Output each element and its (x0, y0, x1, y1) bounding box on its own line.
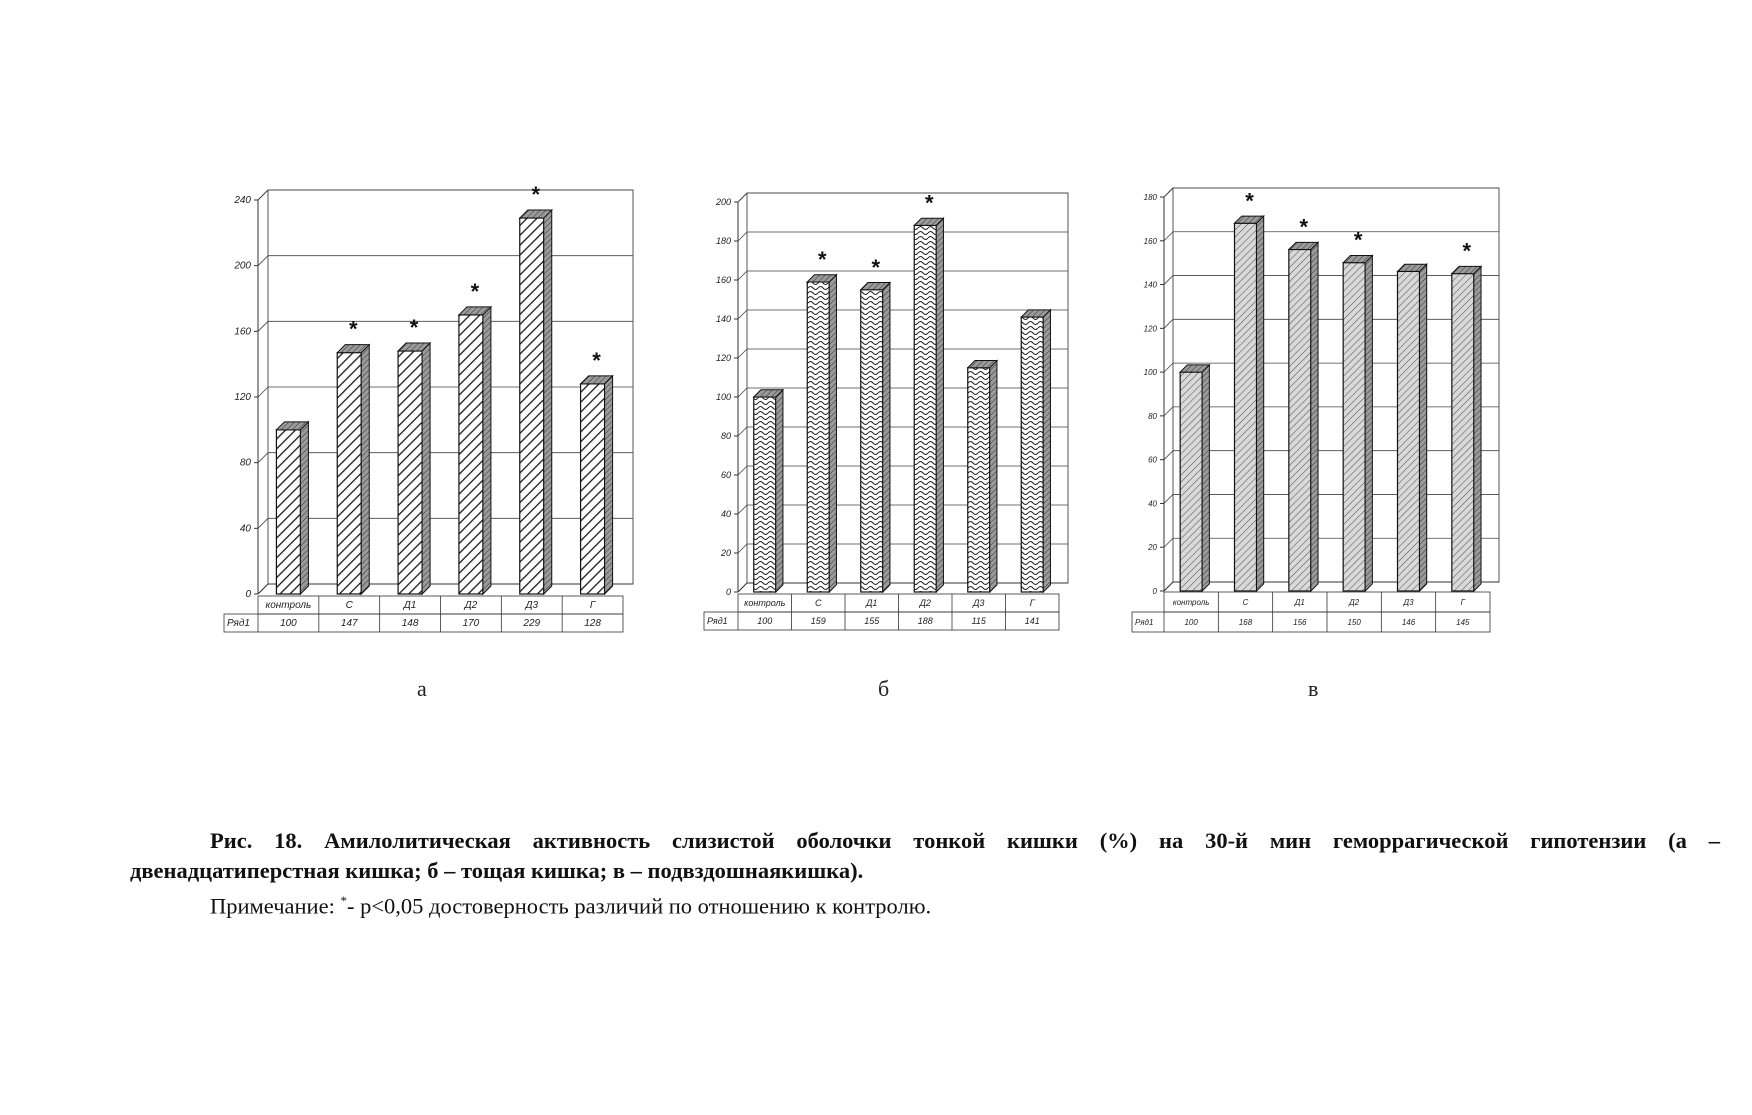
y-tick-label: 40 (1148, 499, 1157, 509)
y-tick-label: 100 (715, 392, 731, 402)
value-label: 168 (1238, 618, 1253, 627)
bar (459, 307, 491, 594)
bar-front (1289, 250, 1311, 591)
significance-star: * (1245, 188, 1254, 214)
significance-star: * (470, 278, 480, 304)
panel-label-v: в (1308, 676, 1319, 701)
y-tick-label: 20 (720, 548, 731, 558)
bar-side (1311, 242, 1318, 591)
y-tick-label: 160 (1143, 236, 1157, 246)
gridline (738, 388, 1068, 397)
panel-label-b: б (878, 676, 890, 701)
y-tick-label: 0 (725, 587, 731, 597)
bar-front (459, 315, 483, 594)
y-tick-label: 180 (1143, 193, 1157, 202)
caption-line-2: двенадцатиперстная кишка; б – тощая кишка; в – подвздошнаякишка). (130, 858, 864, 883)
category-label: Д1 (1294, 598, 1305, 607)
gridline (738, 466, 1068, 475)
bar (754, 390, 783, 592)
chart-b (688, 180, 1088, 640)
value-label: 146 (1401, 618, 1416, 627)
y-tick-label: 100 (1143, 368, 1157, 378)
plot-floor (258, 584, 633, 594)
category-label: Д2 (464, 600, 478, 611)
series-label: Ряд1 (1135, 618, 1154, 627)
bar-side (605, 376, 613, 594)
significance-star: * (924, 190, 934, 216)
bar-side (776, 390, 783, 592)
note-text: - р<0,05 достоверность различий по отношению к контролю. (346, 893, 932, 919)
significance-star: * (409, 315, 419, 341)
significance-star: * (1299, 214, 1309, 240)
plot-floor (1164, 582, 1499, 591)
bar (1343, 255, 1372, 591)
y-tick-label: 60 (1148, 455, 1157, 465)
bar-side (829, 275, 836, 592)
category-label: контроль (1172, 598, 1210, 607)
value-label: 147 (340, 618, 358, 629)
bar-front (276, 430, 300, 594)
category-label: Д1 (866, 598, 878, 608)
category-label: С (1242, 598, 1249, 607)
significance-star: * (348, 316, 358, 342)
bar (398, 343, 430, 594)
bar (861, 283, 890, 592)
y-tick-label: 40 (720, 509, 731, 519)
gridline (1164, 538, 1499, 547)
bar (1235, 216, 1264, 591)
category-label: Д1 (403, 600, 417, 611)
y-tick-label: 0 (1152, 587, 1157, 596)
bar-front (914, 225, 936, 592)
gridline (738, 427, 1068, 436)
bar (337, 345, 369, 594)
gridline (258, 256, 633, 266)
bar (914, 218, 943, 592)
y-tick-label: 120 (1143, 324, 1157, 334)
gridline (738, 193, 1068, 202)
bar (520, 210, 552, 594)
value-label: 100 (1184, 618, 1198, 627)
gridline (258, 584, 633, 594)
bar-front (1398, 271, 1420, 591)
value-label: 100 (280, 618, 297, 629)
bar-side (1202, 365, 1209, 591)
value-label: 150 (1347, 618, 1361, 627)
bar-side (544, 210, 552, 594)
gridline (1164, 582, 1499, 591)
bar-front (337, 353, 361, 594)
y-tick-label: 120 (715, 353, 731, 363)
gridline (738, 271, 1068, 280)
y-tick-label: 120 (234, 392, 251, 403)
bar-front (1343, 263, 1365, 591)
gridline (1164, 276, 1499, 285)
gridline (1164, 188, 1499, 197)
y-tick-label: 20 (1148, 543, 1157, 553)
y-tick-label: 80 (239, 457, 251, 469)
value-label: 170 (462, 618, 480, 629)
bar-side (936, 218, 943, 592)
significance-star: * (531, 182, 541, 208)
series-label: Ряд1 (707, 616, 728, 626)
bar-side (1257, 216, 1264, 591)
gridline (738, 583, 1068, 592)
significance-star: * (1462, 238, 1472, 264)
bar-side (990, 361, 997, 592)
chart-a (208, 180, 638, 640)
value-label: 159 (810, 616, 826, 626)
caption-note (130, 886, 1720, 922)
value-label: 155 (864, 616, 880, 626)
value-label: 141 (1024, 616, 1040, 626)
gridline (258, 453, 633, 463)
gridline (738, 544, 1068, 553)
significance-star: * (1353, 227, 1363, 253)
plot-floor (738, 583, 1068, 592)
bar (1180, 365, 1209, 591)
gridline (738, 349, 1068, 358)
y-tick-label: 160 (715, 275, 731, 285)
bar-front (754, 397, 776, 592)
gridline (1164, 494, 1499, 503)
category-label: С (345, 600, 353, 611)
y-tick-label: 240 (234, 195, 251, 206)
category-label: Г (1029, 598, 1035, 608)
gridline (1164, 319, 1499, 328)
y-tick-label: 140 (1143, 280, 1157, 290)
category-label: Г (1460, 598, 1466, 607)
bar (581, 376, 613, 594)
bar-side (883, 283, 890, 592)
value-label: 188 (917, 616, 933, 626)
value-label: 145 (1456, 618, 1470, 627)
value-label: 156 (1293, 618, 1307, 627)
bar-front (398, 351, 422, 594)
bar-front (1452, 274, 1474, 591)
bar-front (520, 218, 544, 594)
gridline (258, 518, 633, 528)
bar-side (1365, 255, 1372, 591)
series-label: Ряд1 (227, 618, 250, 629)
plot-back-wall (1173, 188, 1499, 582)
category-label: Д2 (1349, 598, 1360, 607)
bar-front (581, 384, 605, 594)
significance-star: * (871, 254, 881, 280)
y-tick-label: 200 (234, 260, 251, 272)
value-label: 148 (401, 618, 419, 629)
bar (1452, 266, 1481, 591)
bar-front (1235, 223, 1257, 591)
bar-front (807, 282, 829, 592)
value-label: 115 (971, 616, 986, 626)
gridline (738, 505, 1068, 514)
bar-front (968, 368, 990, 592)
category-label: Д3 (973, 598, 985, 608)
panel-label-a: а (417, 676, 427, 701)
category-label: Г (589, 600, 596, 611)
value-label: 229 (523, 618, 541, 629)
bar-side (361, 345, 369, 594)
value-label: 128 (584, 618, 601, 629)
category-label: Д3 (1403, 598, 1414, 607)
gridline (738, 310, 1068, 319)
category-label: С (815, 598, 822, 608)
bar (807, 275, 836, 592)
significance-star: * (817, 246, 827, 272)
caption-line-1: Рис. 18. Амилолитическая активность слизистой оболочки тонкой кишки (%) на 30-й мин геморрагической гипотензии (а – (210, 828, 1720, 853)
gridline (258, 387, 633, 397)
bar-front (861, 290, 883, 592)
y-tick-label: 80 (1148, 411, 1157, 421)
y-tick-label: 60 (720, 470, 731, 480)
bar-front (1021, 317, 1043, 592)
y-tick-label: 0 (245, 589, 251, 600)
y-tick-label: 160 (234, 326, 251, 338)
bar (276, 422, 308, 594)
gridline (1164, 407, 1499, 416)
value-label: 100 (757, 616, 773, 626)
category-label: контроль (744, 598, 786, 608)
bar (1289, 242, 1318, 591)
note-prefix: Примечание: (210, 893, 341, 919)
bar (968, 361, 997, 592)
gridline (738, 232, 1068, 241)
bar (1021, 310, 1050, 592)
y-tick-label: 140 (715, 314, 731, 324)
y-tick-label: 180 (715, 236, 731, 246)
bar-front (1180, 372, 1202, 591)
note-asterisk: * (340, 893, 347, 908)
y-tick-label: 80 (720, 431, 731, 441)
figure-caption (130, 826, 1720, 922)
gridline (258, 190, 633, 200)
gridline (1164, 232, 1499, 241)
bar-side (422, 343, 430, 594)
y-tick-label: 40 (239, 523, 251, 535)
category-label: Д2 (919, 598, 931, 608)
bar-side (300, 422, 308, 594)
gridline (1164, 363, 1499, 372)
bar (1398, 264, 1427, 591)
bar-side (1420, 264, 1427, 591)
gridline (258, 321, 633, 331)
category-label: Д3 (525, 600, 539, 611)
bar-side (1043, 310, 1050, 592)
bar-side (1474, 266, 1481, 591)
significance-star: * (592, 347, 601, 373)
category-label: контроль (265, 600, 312, 611)
y-tick-label: 200 (715, 197, 731, 207)
bar-side (483, 307, 491, 594)
chart-v (1122, 180, 1522, 640)
gridline (1164, 451, 1499, 460)
